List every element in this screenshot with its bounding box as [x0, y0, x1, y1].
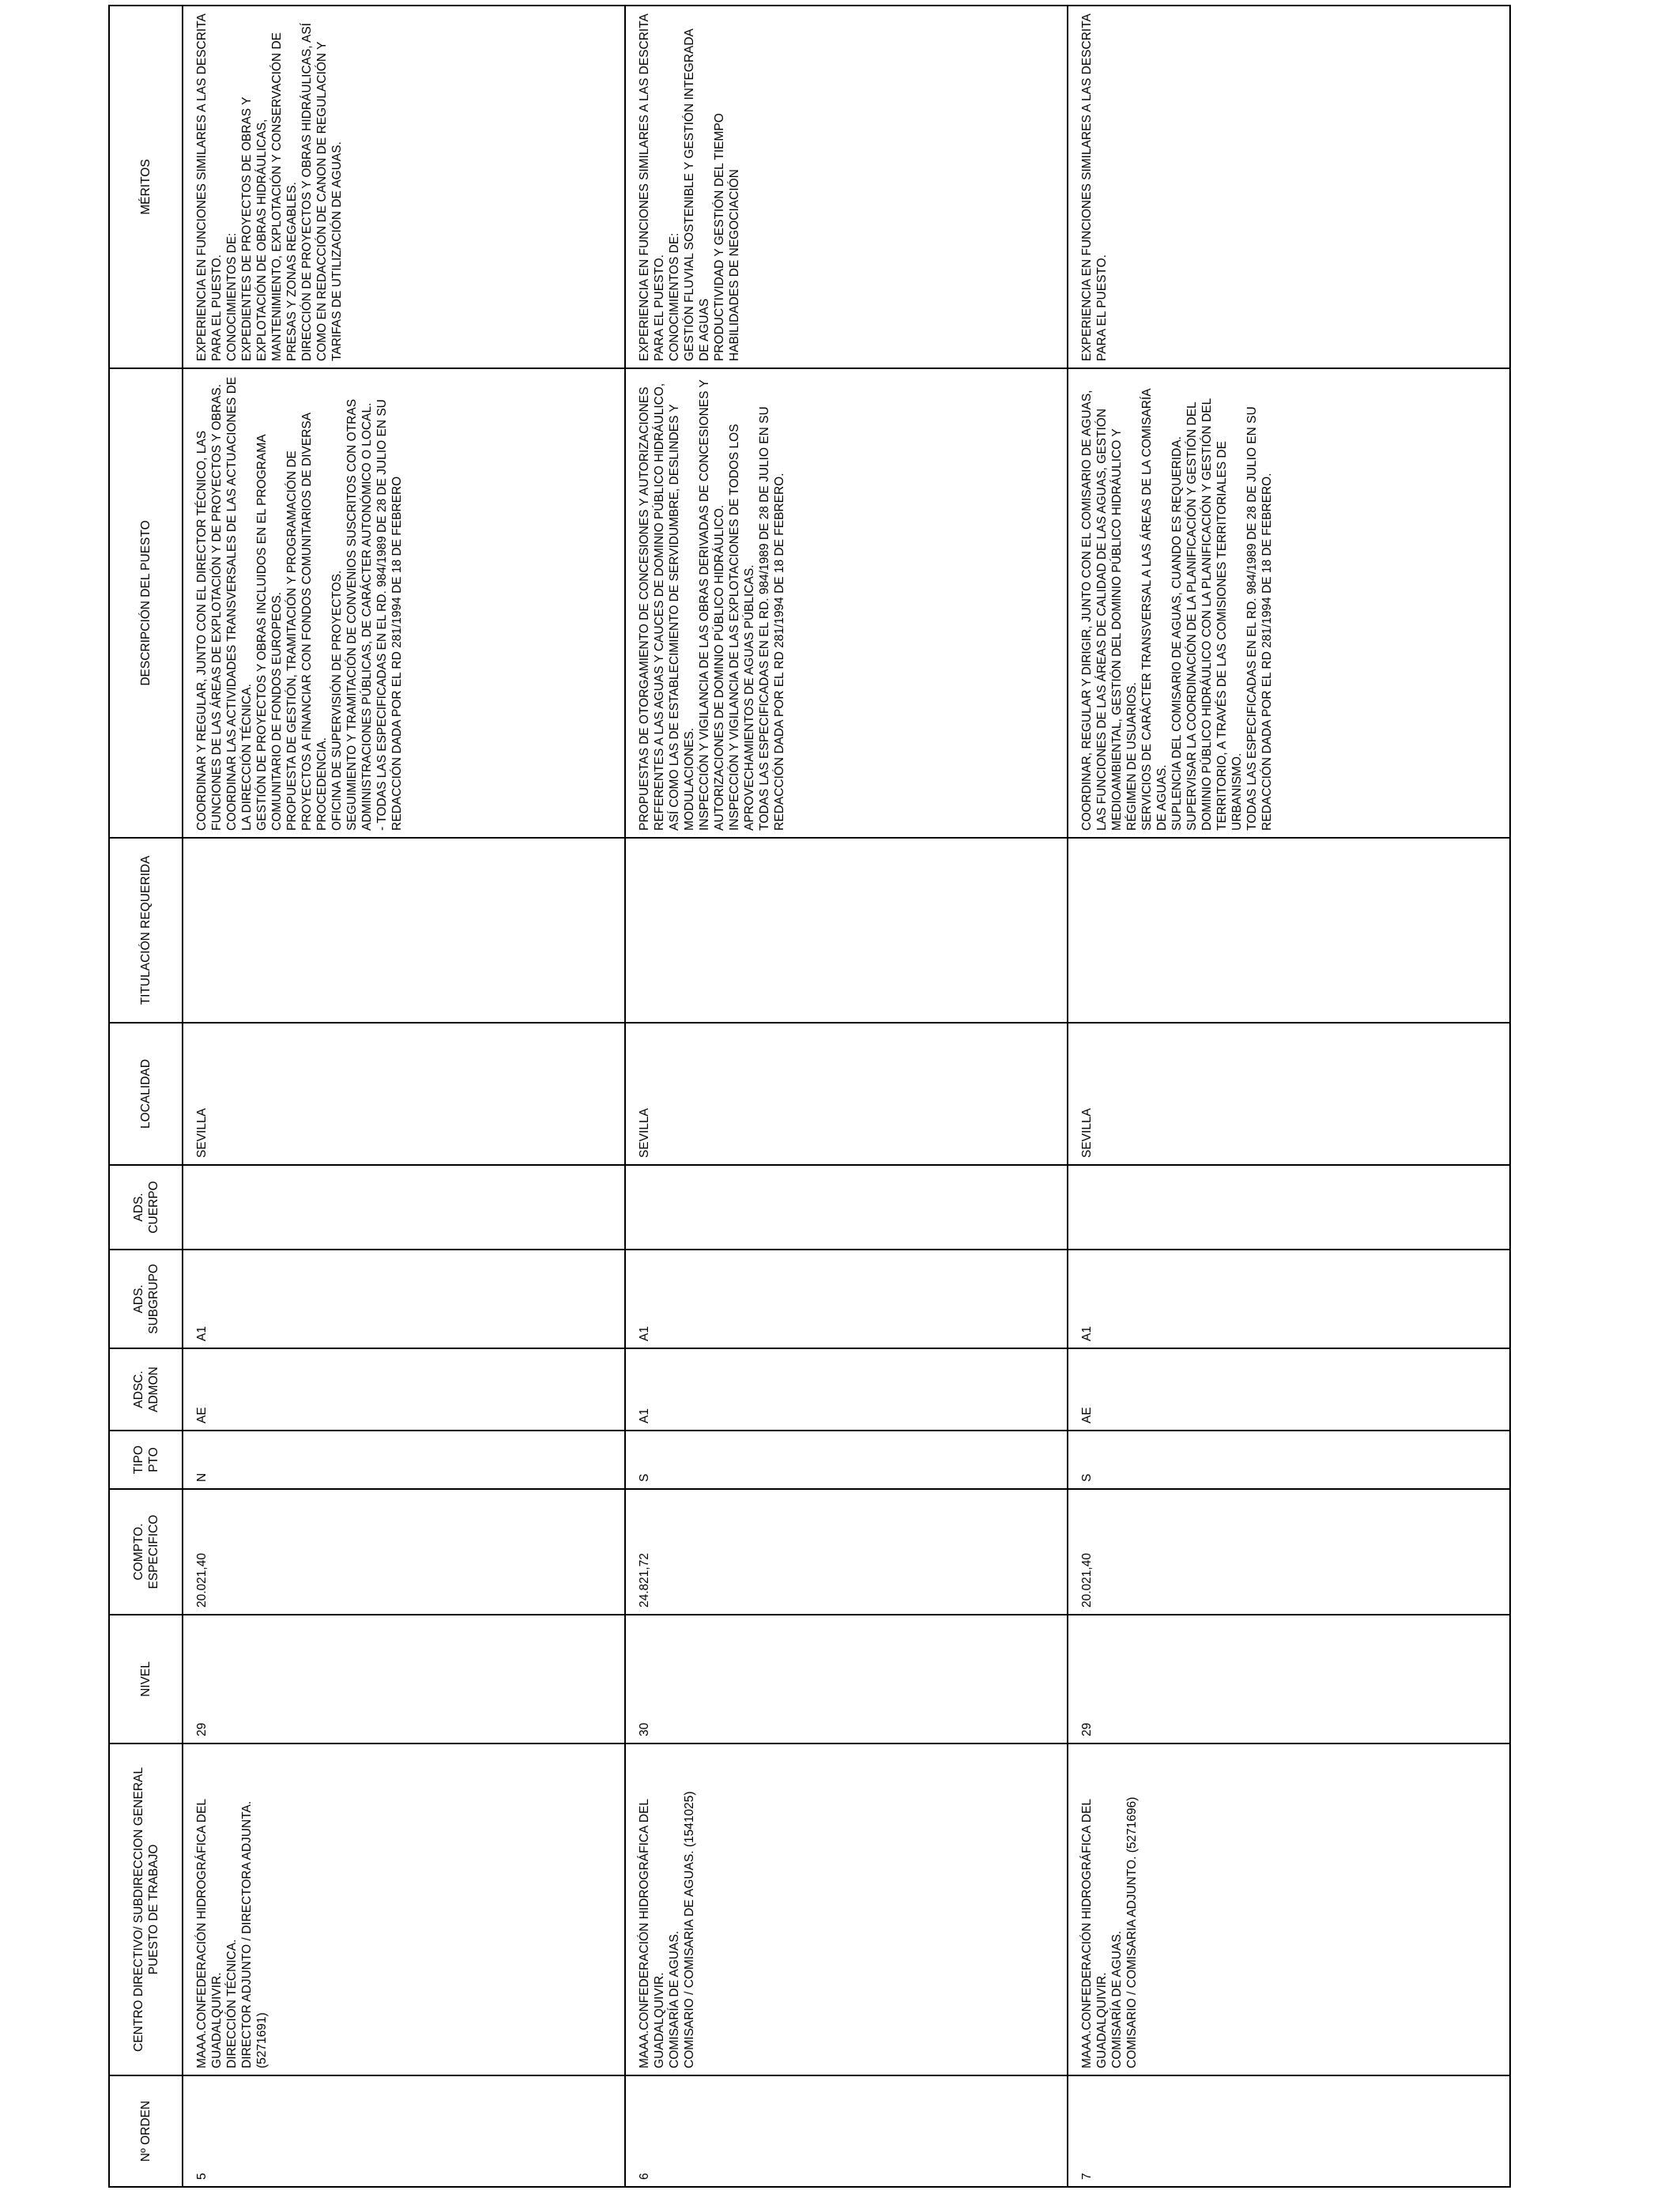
cell-cuerpo — [183, 1165, 625, 1250]
header-meritos: MÉRITOS — [109, 6, 183, 368]
header-adsc: ADSC. ADMON — [109, 1348, 183, 1431]
cell-adsc: A1 — [625, 1348, 1068, 1431]
cell-compto: 20.021,40 — [1068, 1489, 1510, 1615]
cell-orden: 5 — [183, 2075, 625, 2187]
cell-orden: 6 — [625, 2075, 1068, 2187]
cell-adsc: AE — [1068, 1348, 1510, 1431]
header-orden: Nº ORDEN — [109, 2075, 183, 2187]
cell-subgrupo: A1 — [625, 1250, 1068, 1348]
cell-nivel: 29 — [183, 1615, 625, 1744]
cell-meritos: EXPERIENCIA EN FUNCIONES SIMILARES A LAS DESCRITA PARA EL PUESTO. — [1068, 6, 1510, 368]
cell-compto: 24.821,72 — [625, 1489, 1068, 1615]
cell-titulacion — [183, 838, 625, 1023]
cell-subgrupo: A1 — [1068, 1250, 1510, 1348]
cell-nivel: 30 — [625, 1615, 1068, 1744]
cell-centro: MAAA.CONFEDERACIÓN HIDROGRÁFICA DEL GUADALQUIVIR. COMISARÍA DE AGUAS. COMISARIO / COMISARIA DE AGUAS. (1541025) — [625, 1744, 1068, 2075]
cell-tipo: S — [1068, 1431, 1510, 1489]
header-centro: CENTRO DIRECTIVO/ SUBDIRECCION GENERAL PUESTO DE TRABAJO — [109, 1744, 183, 2075]
cell-titulacion — [625, 838, 1068, 1023]
cell-centro: MAAA.CONFEDERACIÓN HIDROGRÁFICA DEL GUADALQUIVIR. DIRECCIÓN TÉCNICA. DIRECTOR ADJUNTO / DIRECTORA ADJUNTA. (5271691) — [183, 1744, 625, 2075]
cell-meritos: EXPERIENCIA EN FUNCIONES SIMILARES A LAS DESCRITA PARA EL PUESTO. CONOCIMIENTOS DE: EXPEDIENTES DE PROYECTOS DE OBRAS Y EXPLOTACIÓN DE OBRAS HIDRÁULICAS, MANTENIMIENTO, EXPLOTACIÓN Y CONSERVACIÓN DE PRESAS Y ZONAS REGABLES. DIRECCIÓN DE PROYECTOS Y OBRAS HIDRÁULICAS, ASÍ COMO EN REDACCIÓN DE CANON DE REGULACIÓN Y TARIFAS DE UTILIZACIÓN DE AGUAS. — [183, 6, 625, 368]
job-positions-table — [108, 5, 1511, 2188]
cell-localidad: SEVILLA — [1068, 1023, 1510, 1165]
cell-orden: 7 — [1068, 2075, 1510, 2187]
cell-subgrupo: A1 — [183, 1250, 625, 1348]
cell-cuerpo — [1068, 1165, 1510, 1250]
cell-adsc: AE — [183, 1348, 625, 1431]
header-subgrupo: ADS. SUBGRUPO — [109, 1250, 183, 1348]
cell-descripcion: COORDINAR, REGULAR Y DIRIGIR, JUNTO CON EL COMISARIO DE AGUAS, LAS FUNCIONES DE LAS ÁREAS DE CALIDAD DE LAS AGUAS, GESTIÓN MEDIOAMBIENTAL, GESTIÓN DEL DOMINIO PÚBLICO HIDRÁULICO Y RÉGIMEN DE USUARIOS. SERVICIOS DE CARÁCTER TRANSVERSAL A LAS ÁREAS DE LA COMISARÍA DE AGUAS. SUPLENCIA DEL COMISARIO DE AGUAS, CUANDO ES REQUERIDA. SUPERVISAR LA COORDINACIÓN DE LA PLANIFICACIÓN Y GESTIÓN DEL DOMINIO PÚBLICO HIDRÁULICO CON LA PLANIFICACIÓN Y GESTIÓN DEL TERRITORIO, A TRAVÉS DE LAS COMISIONES TERRITORIALES DE URBANISMO. TODAS LAS ESPECIFICADAS EN EL RD. 984/1989 DE 28 DE JULIO EN SU REDACCIÓN DADA POR EL RD 281/1994 DE 18 DE FEBRERO. — [1068, 368, 1510, 838]
cell-tipo: N — [183, 1431, 625, 1489]
table-row — [1068, 6, 1510, 2187]
header-compto: COMPTO. ESPECIFICO — [109, 1489, 183, 1615]
table-row — [183, 6, 625, 2187]
cell-tipo: S — [625, 1431, 1068, 1489]
header-tipo: TIPO PTO — [109, 1431, 183, 1489]
header-row — [109, 6, 183, 2187]
cell-centro: MAAA.CONFEDERACIÓN HIDROGRÁFICA DEL GUADALQUIVIR. COMISARÍA DE AGUAS. COMISARIO / COMISARIA ADJUNTO. (5271696) — [1068, 1744, 1510, 2075]
header-localidad: LOCALIDAD — [109, 1023, 183, 1165]
cell-meritos: EXPERIENCIA EN FUNCIONES SIMILARES A LAS DESCRITA PARA EL PUESTO. CONOCIMIENTOS DE: GESTIÓN FLUVIAL SOSTENIBLE Y GESTIÓN INTEGRADA DE AGUAS PRODUCTIVIDAD Y GESTIÓN DEL TIEMPO HABILIDADES DE NEGOCIACIÓN — [625, 6, 1068, 368]
header-cuerpo: ADS. CUERPO — [109, 1165, 183, 1250]
cell-descripcion: COORDINAR Y REGULAR, JUNTO CON EL DIRECTOR TÉCNICO, LAS FUNCIONES DE LAS ÁREAS DE EXPLOTACIÓN Y DE PROYECTOS Y OBRAS. COORDINAR LAS ACTIVIDADES TRANSVERSALES DE LAS ACTUACIONES DE LA DIRECCIÓN TÉCNICA. GESTIÓN DE PROYECTOS Y OBRAS INCLUIDOS EN EL PROGRAMA COMUNITARIO DE FONDOS EUROPEOS. PROPUESTA DE GESTIÓN, TRAMITACIÓN Y PROGRAMACIÓN DE PROYECTOS A FINANCIAR CON FONDOS COMUNITARIOS DE DIVERSA PROCEDENCIA. OFICINA DE SUPERVISIÓN DE PROYECTOS. SEGUIMIENTO Y TRAMITACIÓN DE CONVENIOS SUSCRITOS CON OTRAS ADMINISTRACIONES PÚBLICAS, DE CARÁCTER AUTONÓMICO O LOCAL. - TODAS LAS ESPECIFICADAS EN EL RD. 984/1989 DE 28 DE JULIO EN SU REDACCIÓN DADA POR EL RD 281/1994 DE 18 DE FEBRERO — [183, 368, 625, 838]
cell-titulacion — [1068, 838, 1510, 1023]
table-row — [625, 6, 1068, 2187]
cell-nivel: 29 — [1068, 1615, 1510, 1744]
cell-compto: 20.021,40 — [183, 1489, 625, 1615]
cell-descripcion: PROPUESTAS DE OTORGAMIENTO DE CONCESIONES Y AUTORIZACIONES REFERENTES A LAS AGUAS Y CAUCES DE DOMINIO PÚBLICO HIDRÁULICO, ASÍ COMO LAS DE ESTABLECIMIENTO DE SERVIDUMBRE, DESLINDES Y MODULACIONES. INSPECCIÓN Y VIGILANCIA DE LAS OBRAS DERIVADAS DE CONCESIONES Y AUTORIZACIONES DE DOMINIO PÚBLICO HIDRÁULICO. INSPECCIÓN Y VIGILANCIA DE LAS EXPLOTACIONES DE TODOS LOS APROVECHAMIENTOS DE AGUAS PÚBLICAS. TODAS LAS ESPECIFICADAS EN EL RD. 984/1989 DE 28 DE JULIO EN SU REDACCIÓN DADA POR EL RD 281/1994 DE 18 DE FEBRERO. — [625, 368, 1068, 838]
rotated-page — [108, 6, 1441, 2188]
cell-localidad: SEVILLA — [625, 1023, 1068, 1165]
header-titulacion: TITULACIÓN REQUERIDA — [109, 838, 183, 1023]
cell-localidad: SEVILLA — [183, 1023, 625, 1165]
header-descripcion: DESCRIPCIÓN DEL PUESTO — [109, 368, 183, 838]
cell-cuerpo — [625, 1165, 1068, 1250]
header-nivel: NIVEL — [109, 1615, 183, 1744]
